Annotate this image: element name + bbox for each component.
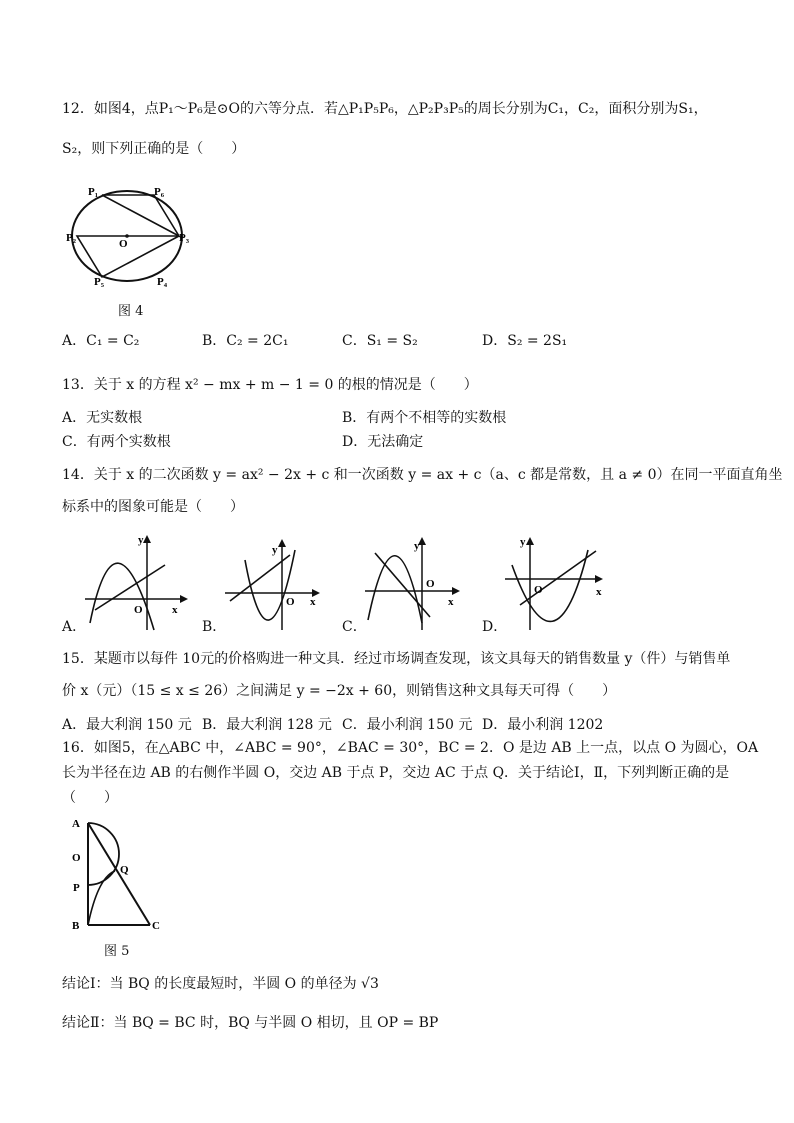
- q14-option-c: C．: [342, 619, 367, 635]
- graph-a-x-label: x: [172, 604, 178, 616]
- graph-a-y-label: y: [138, 534, 144, 546]
- fig4-label-p4: P₄: [157, 276, 168, 288]
- fig4-label-p1: P₁: [88, 186, 99, 198]
- q16-stem-line3: （ ）: [62, 790, 118, 806]
- fig4-label-p2: P₂: [66, 232, 77, 244]
- q15-option-d: D．最小利润 1202: [482, 717, 604, 733]
- fig5-caption: 图 5: [104, 944, 130, 959]
- q15-stem-line2: 价 x（元）（15 ≤ x ≤ 26）之间满足 y = −2x + 60，则销售这种文具每天可得（ ）: [62, 683, 617, 699]
- q14-stem-line2: 标系中的图象可能是（ ）: [62, 499, 244, 515]
- q16-conclusion-1: 结论Ⅰ：当 BQ 的长度最短时，半圆 O 的单径为 √3: [62, 976, 379, 992]
- q12-option-a: A．C₁ = C₂: [62, 333, 140, 349]
- q13-option-b: B．有两个不相等的实数根: [342, 410, 507, 426]
- q15-option-c: C．最小利润 150 元: [342, 717, 473, 733]
- fig4-label-p6: P₆: [154, 186, 165, 198]
- q14-stem-line1: 14．关于 x 的二次函数 y = ax² − 2x + c 和一次函数 y = ax + c（a、c 都是常数，且 a ≠ 0）在同一平面直角坐: [62, 467, 783, 483]
- q15-stem-line1: 15．某题市以每件 10元的价格购进一种文具．经过市场调查发现，该文具每天的销售数量 y（件）与销售单: [62, 651, 731, 667]
- graph-d-origin: O: [534, 584, 543, 596]
- graph-b-y-label: y: [272, 544, 278, 556]
- fig4-label-o: O: [119, 238, 128, 250]
- q13-option-a: A．无实数根: [62, 410, 143, 426]
- q12-stem-line1: 12．如图4，点P₁～P₆是⊙O的六等分点．若△P₁P₅P₆，△P₂P₃P₅的周长分别为C₁，C₂，面积分别为S₁，: [62, 101, 708, 117]
- fig5-label-b: B: [72, 920, 80, 932]
- graph-b-origin: O: [286, 596, 295, 608]
- fig5-label-q: Q: [120, 864, 129, 876]
- graph-c-origin: O: [426, 578, 435, 590]
- q16-stem-line1: 16．如图5，在△ABC 中，∠ABC = 90°，∠BAC = 30°，BC = 2．O 是边 AB 上一点，以点 O 为圆心，OA: [62, 740, 759, 756]
- q15-option-b: B．最大利润 128 元: [202, 717, 332, 733]
- q12-option-c: C．S₁ = S₂: [342, 333, 418, 349]
- graph-b-x-label: x: [310, 596, 316, 608]
- q13-stem: 13．关于 x 的方程 x² − mx + m − 1 = 0 的根的情况是（ ）: [62, 377, 478, 393]
- fig5-label-c: C: [152, 920, 160, 932]
- q14-option-a: A．: [62, 619, 87, 635]
- q13-option-d: D．无法确定: [342, 434, 424, 450]
- fig4-label-p5: P₅: [94, 276, 105, 288]
- fig5-label-p: P: [73, 882, 80, 894]
- q14-option-d: D．: [482, 619, 508, 635]
- graph-d-y-label: y: [520, 536, 526, 548]
- q15-option-a: A．最大利润 150 元: [62, 717, 192, 733]
- q14-option-b: B．: [202, 619, 227, 635]
- q14-graph-a: [80, 535, 200, 635]
- q12-option-d: D．S₂ = 2S₁: [482, 333, 568, 349]
- fig5-label-a: A: [72, 818, 80, 830]
- graph-c-x-label: x: [448, 596, 454, 608]
- q14-graph-b: [220, 535, 330, 635]
- q16-stem-line2: 长为半径在边 AB 的右侧作半圆 O，交边 AB 于点 P，交边 AC 于点 Q．关于结论Ⅰ，Ⅱ，下列判断正确的是: [62, 765, 730, 781]
- graph-a-origin: O: [134, 604, 143, 616]
- q16-conclusion-2: 结论Ⅱ：当 BQ = BC 时，BQ 与半圆 O 相切，且 OP = BP: [62, 1015, 439, 1031]
- graph-d-x-label: x: [596, 586, 602, 598]
- graph-c-y-label: y: [414, 540, 420, 552]
- fig4-caption: 图 4: [118, 304, 144, 319]
- q13-option-c: C．有两个实数根: [62, 434, 171, 450]
- q14-graph-c: [360, 535, 470, 635]
- fig5-label-o: O: [72, 852, 81, 864]
- figure-5: [68, 815, 178, 940]
- q14-graph-d: [500, 535, 620, 635]
- q12-option-b: B．C₂ = 2C₁: [202, 333, 289, 349]
- fig4-label-p3: P₃: [179, 232, 190, 244]
- q12-stem-line2: S₂，则下列正确的是（ ）: [62, 141, 246, 157]
- figure-4: [62, 185, 192, 295]
